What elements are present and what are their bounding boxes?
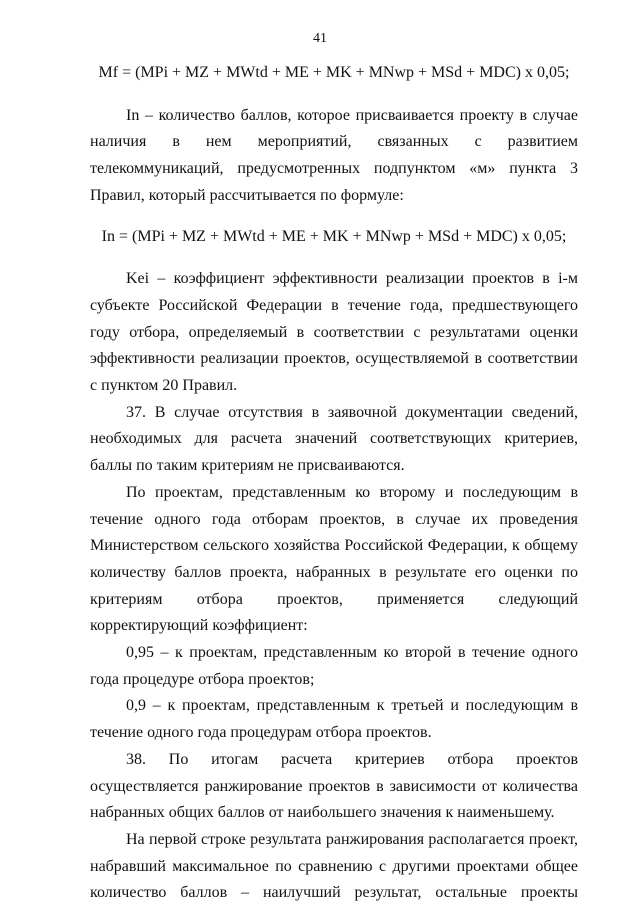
- paragraph-37: 37. В случае отсутствия в заявочной документации сведений, необходимых для расчета значений соответствующих критериев, баллы по таким критериям не присваиваются.: [90, 403, 578, 475]
- paragraph-ranking: На первой строке результата ранжирования располагается проект, набравший максимальное по сравнению с другими проектами общее количество баллов – наилучший результат, остальные проекты: [90, 830, 578, 902]
- page-body: [90, 60, 578, 907]
- paragraph-in-definition: In – количество баллов, которое присваивается проекту в случае наличия в нем мероприятий, связанных с развитием телекоммуникаций, предусмотренных подпунктом «м» пункта 3 Правил, который рассчитывается по формуле:: [90, 106, 578, 204]
- formula-in: In = (MPi + MZ + MWtd + ME + MK + MNwp + MSd + MDC) x 0,05;: [101, 227, 567, 245]
- paragraph-repeat-selection: По проектам, представленным ко второму и последующим в течение одного года отборам проектов, в случае их проведения Министерством сельского хозяйства Российской Федерации, к общему количеству баллов проекта, набранных в результате его оценки по критериям отбора проектов, применяется следующий корректирующий коэффициент:: [90, 483, 578, 635]
- formula-mf: Mf = (MPi + MZ + MWtd + ME + MK + MNwp + MSd + MDC) x 0,05;: [98, 64, 570, 81]
- paragraph-coefficient-095: 0,95 – к проектам, представленным ко второй в течение одного года процедуре отбора проектов;: [90, 644, 578, 688]
- page-number: 41: [313, 31, 327, 46]
- paragraph-38: 38. По итогам расчета критериев отбора проектов осуществляется ранжирование проектов в зависимости от количества набранных общих баллов от наибольшего значения к наименьшему.: [90, 750, 578, 822]
- paragraph-coefficient-09: 0,9 – к проектам, представленным к третьей и последующим в течение одного года процедурам отбора проектов.: [90, 697, 578, 742]
- paragraph-kei-definition: Kei – коэффициент эффективности реализации проектов в i-м субъекте Российской Федерации в течение года, предшествующего году отбора, определяемый в соответствии с результатами оценки эффективности реализации проектов, осуществляемой в соответствии с пунктом 20 Правил.: [90, 270, 578, 395]
